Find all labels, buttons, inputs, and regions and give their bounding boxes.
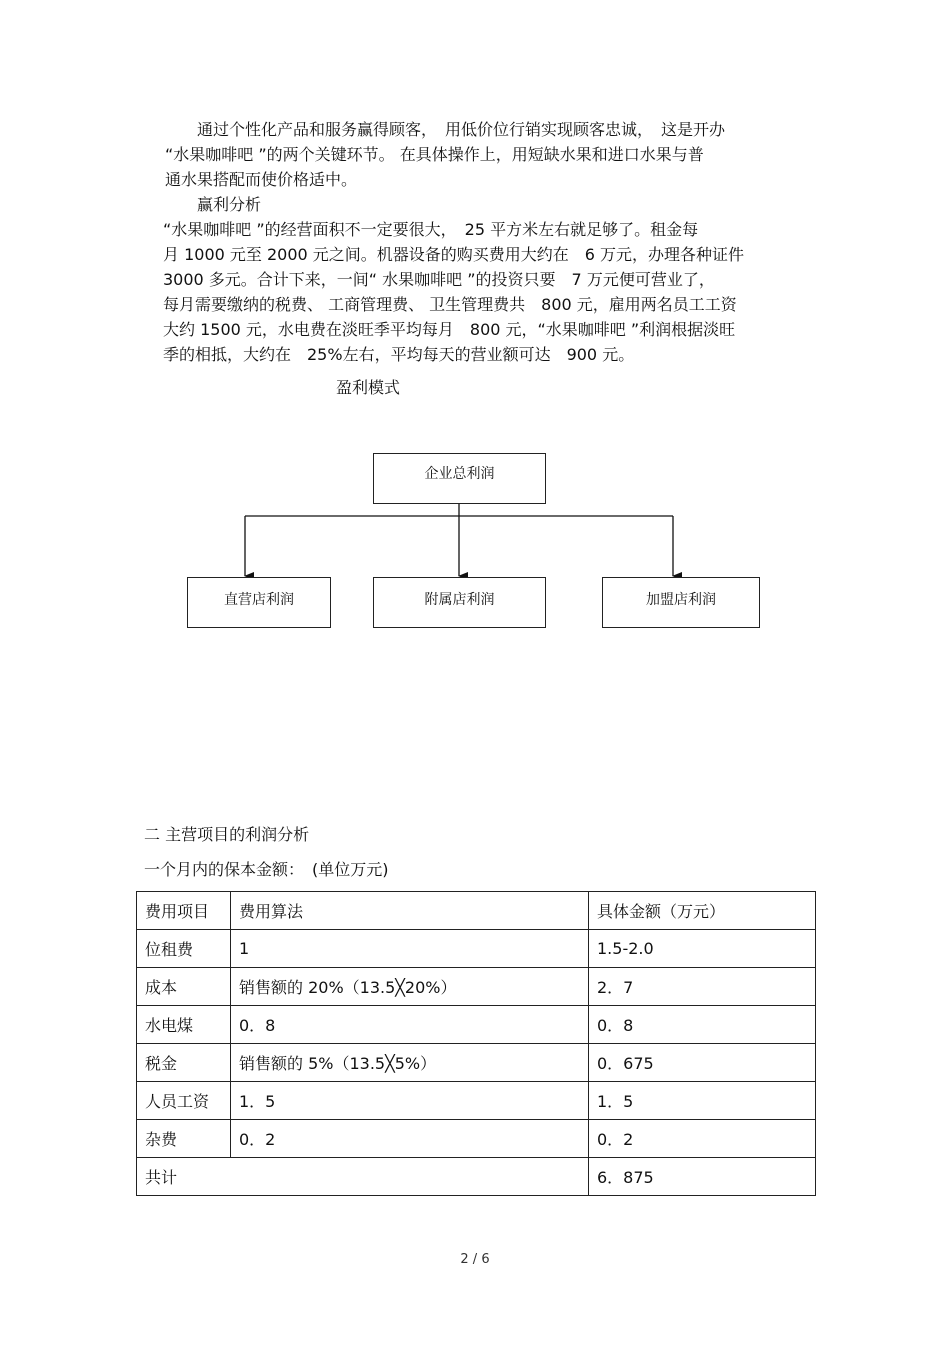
section-subtitle: 一个月内的保本金额： (单位万元) — [144, 860, 389, 879]
intro-line-3: 通水果搭配而使价格适中。 — [165, 170, 358, 189]
table-cell: 销售额的 20%（13.5╳20%） — [231, 968, 589, 1006]
table-cell: 1.5-2.0 — [589, 930, 816, 968]
root-node-total-profit — [373, 453, 546, 504]
node-affiliate-store-label: 附属店利润 — [424, 592, 495, 608]
table-row — [137, 1006, 816, 1044]
diagram-title: 盈利模式 — [336, 378, 401, 397]
node-franchise-store-label: 加盟店利润 — [646, 592, 716, 608]
table-cell: 杂费 — [137, 1120, 231, 1158]
table-row — [137, 1044, 816, 1082]
page-number: 2 / 6 — [460, 1252, 490, 1267]
profit-line-4: 每月需要缴纳的税费、 工商管理费、 卫生管理费共 800 元，雇用两名员工工资 — [163, 295, 737, 314]
table-row — [137, 1082, 816, 1120]
table-cell: 0．8 — [231, 1006, 589, 1044]
table-cell: 0．675 — [589, 1044, 816, 1082]
table-row — [137, 1120, 816, 1158]
header-cell: 具体金额（万元） — [589, 892, 816, 930]
table-cell: 1．5 — [231, 1082, 589, 1120]
intro-line-2: “水果咖啡吧 ”的两个关键环节。 在具体操作上，用短缺水果和进口水果与普 — [165, 145, 704, 164]
total-label-cell: 共计 — [137, 1158, 589, 1196]
profit-heading: 赢利分析 — [165, 195, 262, 214]
table-cell: 2．7 — [589, 968, 816, 1006]
table-cell: 0．2 — [589, 1120, 816, 1158]
table-cell: 0．2 — [231, 1120, 589, 1158]
table-cell: 1 — [231, 930, 589, 968]
profit-line-3: 3000 多元。合计下来，一间“ 水果咖啡吧 ”的投资只要 7 万元便可营业了， — [163, 270, 715, 289]
total-value-cell: 6．875 — [589, 1158, 816, 1196]
table-header-row — [137, 892, 816, 930]
node-affiliate-store-profit — [373, 577, 546, 628]
table-total-row — [137, 1158, 816, 1196]
table-cell: 成本 — [137, 968, 231, 1006]
section-title: 二 主营项目的利润分析 — [144, 825, 310, 844]
table-row — [137, 930, 816, 968]
node-franchise-store-profit — [602, 577, 760, 628]
header-cell: 费用项目 — [137, 892, 231, 930]
node-direct-store-label: 直营店利润 — [224, 592, 294, 608]
table-cell: 销售额的 5%（13.5╳5%） — [231, 1044, 589, 1082]
intro-line-1: 通过个性化产品和服务赢得顾客， 用低价位行销实现顾客忠诚， 这是开办 — [165, 120, 726, 139]
table-row — [137, 968, 816, 1006]
table-cell: 税金 — [137, 1044, 231, 1082]
table-cell: 0．8 — [589, 1006, 816, 1044]
break-even-table — [136, 891, 816, 1196]
table-cell: 1．5 — [589, 1082, 816, 1120]
node-direct-store-profit — [187, 577, 331, 628]
header-cell: 费用算法 — [231, 892, 589, 930]
profit-line-5: 大约 1500 元，水电费在淡旺季平均每月 800 元，“水果咖啡吧 ”利润根据淡旺 — [163, 320, 736, 339]
profit-line-6: 季的相抵，大约在 25%左右，平均每天的营业额可达 900 元。 — [163, 345, 635, 364]
table-cell: 水电煤 — [137, 1006, 231, 1044]
table-cell: 位租费 — [137, 930, 231, 968]
root-node-label: 企业总利润 — [424, 466, 495, 482]
table-cell: 人员工资 — [137, 1082, 231, 1120]
profit-line-1: “水果咖啡吧 ”的经营面积不一定要很大， 25 平方米左右就足够了。租金每 — [163, 220, 699, 239]
profit-line-2: 月 1000 元至 2000 元之间。机器设备的购买费用大约在 6 万元，办理各种证件 — [163, 245, 745, 264]
